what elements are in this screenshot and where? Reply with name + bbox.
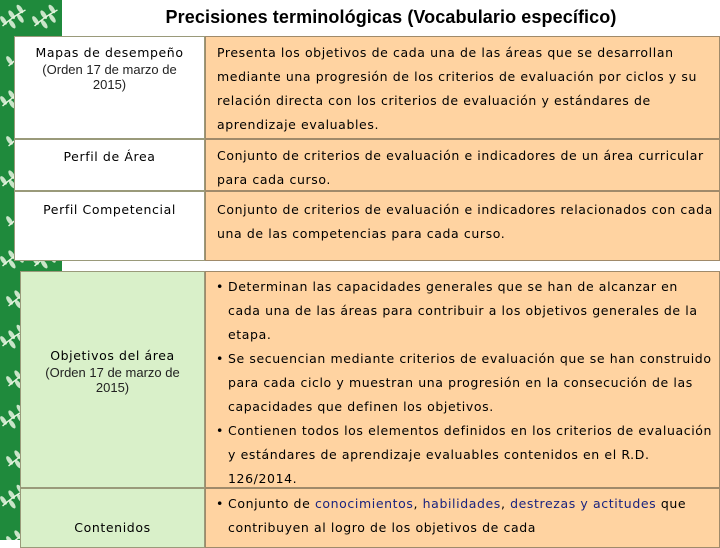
term-subtitle: (Orden 17 de marzo de 2015) xyxy=(42,62,177,92)
bullet-icon: • xyxy=(216,423,224,438)
bullet-item xyxy=(216,419,713,491)
bullet-item xyxy=(216,492,713,540)
definition-text: Presenta los objetivos de cada una de las áreas que se desarrollan mediante una progresión de los criterios de evaluación por ciclos y su relación directa con los criterios de evaluación y estándares de aprendizaje evaluables. xyxy=(217,45,698,132)
definition-cell-mapas xyxy=(205,36,720,139)
definition-text: Conjunto de criterios de evaluación e indicadores relacionados con cada una de las competencias para cada curso. xyxy=(217,202,713,241)
definition-cell-perfil-competencial xyxy=(205,191,720,261)
highlight-term: actitudes xyxy=(592,496,657,511)
highlight-term: conocimientos xyxy=(314,496,414,511)
bullet-text: Contienen todos los elementos definidos en los criterios de evaluación y estándares de aprendizaje evaluables contenidos en el R.D. 126/2014. xyxy=(228,423,713,486)
term-cell-mapas xyxy=(14,36,205,139)
leaf-icon xyxy=(29,3,62,34)
definition-cell-perfil-area xyxy=(205,139,720,191)
term-cell-objetivos xyxy=(20,271,205,488)
bullet-item xyxy=(216,347,713,419)
definition-cell-contenidos xyxy=(205,488,720,548)
page-title: Precisiones terminológicas (Vocabulario específico) xyxy=(165,6,617,27)
term-label: Mapas de desempeño xyxy=(35,45,184,60)
term-cell-perfil-competencial xyxy=(14,191,205,261)
highlight-term: destrezas y xyxy=(510,496,589,511)
term-cell-perfil-area xyxy=(14,139,205,191)
bullet-text: Se secuencian mediante criterios de evaluación que se han construido para cada ciclo y muestran una progresión en la consecución de las capacidades que definen los objetivos. xyxy=(228,351,712,414)
term-label: Perfil Competencial xyxy=(43,202,176,217)
term-label: Objetivos del área xyxy=(50,348,175,363)
bullet-icon: • xyxy=(216,351,224,366)
term-label: Contenidos xyxy=(74,520,151,535)
definition-cell-objetivos xyxy=(205,271,720,488)
highlight-term: habilidades xyxy=(422,496,501,511)
leaf-icon xyxy=(0,3,31,34)
bullet-icon: • xyxy=(216,279,224,294)
bullet-item xyxy=(216,275,713,347)
term-subtitle: (Orden 17 de marzo de 2015) xyxy=(45,365,180,395)
bullet-text: Conjunto de conocimientos, habilidades, destrezas y actitudes que contribuyen al logro de los objetivos de cada xyxy=(228,496,687,535)
bullet-icon: • xyxy=(216,496,224,511)
bullet-text: Determinan las capacidades generales que se han de alcanzar en cada una de las áreas para contribuir a los objetivos generales de la etapa. xyxy=(228,279,698,342)
term-label: Perfil de Área xyxy=(63,149,156,164)
definition-text: Conjunto de criterios de evaluación e indicadores de un área curricular para cada curso. xyxy=(217,148,704,187)
term-cell-contenidos xyxy=(20,488,205,548)
